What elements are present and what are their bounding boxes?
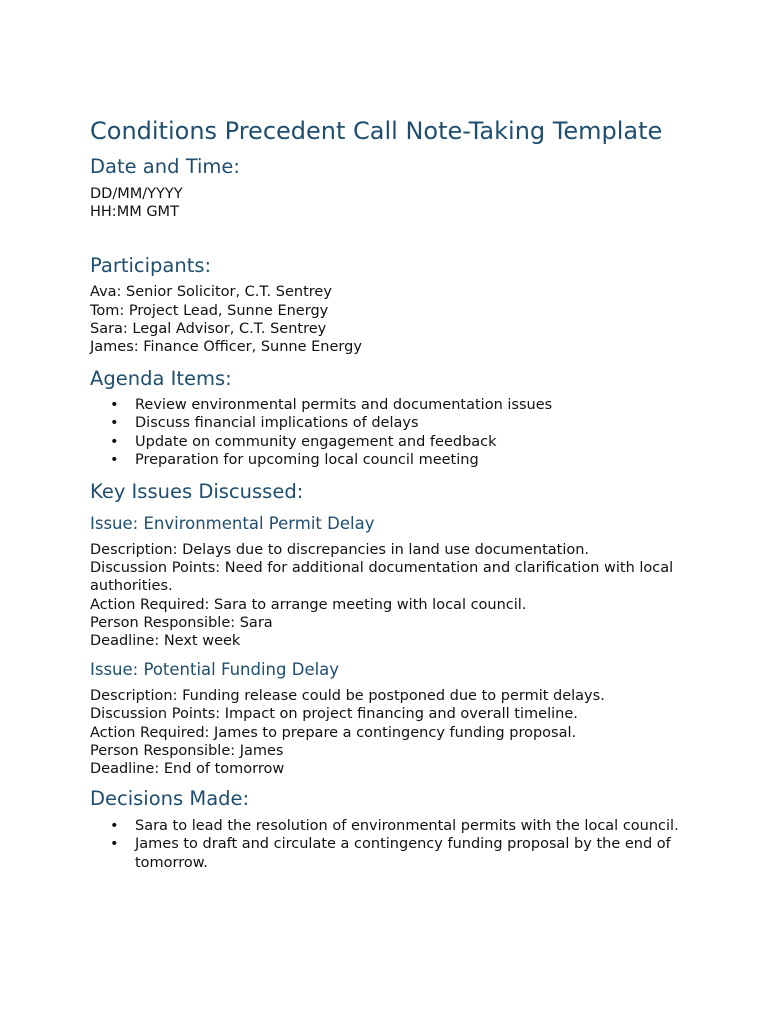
issue-action: Action Required: Sara to arrange meeting with local council. [90, 596, 527, 613]
time-value: HH:MM GMT [90, 204, 179, 221]
agenda-heading: Agenda Items: [90, 367, 232, 391]
decision-item-text: Sara to lead the resolution of environmental permits with the local council. [135, 818, 679, 835]
issue-discussion: Discussion Points: Impact on project financing and overall timeline. [90, 706, 578, 723]
bullet-icon: • [110, 397, 119, 414]
issue-description: Description: Delays due to discrepancies in land use documentation. [90, 542, 590, 559]
issue-details [90, 541, 690, 650]
agenda-item [90, 433, 690, 451]
document-body [90, 116, 690, 872]
participant: James: Finance Officer, Sunne Energy [90, 339, 362, 356]
participants-heading: Participants: [90, 254, 212, 278]
bullet-icon: • [110, 818, 119, 835]
agenda-item-text: Discuss financial implications of delays [135, 415, 419, 432]
date-time-block [90, 185, 690, 221]
agenda-item-text: Review environmental permits and documentation issues [135, 397, 553, 414]
decisions-heading: Decisions Made: [90, 787, 250, 811]
issue-title: Issue: Environmental Permit Delay [90, 514, 375, 534]
bullet-icon: • [110, 836, 119, 853]
issue-deadline: Deadline: Next week [90, 633, 241, 650]
issue-action: Action Required: James to prepare a contingency funding proposal. [90, 724, 577, 741]
issue-details [90, 687, 690, 778]
date-time-heading: Date and Time: [90, 155, 240, 178]
issue-person: Person Responsible: Sara [90, 614, 273, 631]
participant: Ava: Senior Solicitor, C.T. Sentrey [90, 284, 332, 301]
document-title: Conditions Precedent Call Note-Taking Template [90, 117, 663, 145]
date-value: DD/MM/YYYY [90, 186, 183, 202]
issue-deadline: Deadline: End of tomorrow [90, 761, 285, 778]
decisions-list [90, 817, 690, 872]
decision-item [90, 817, 690, 835]
agenda-item [90, 396, 690, 414]
agenda-item-text: Update on community engagement and feedback [135, 433, 497, 450]
participants-list [90, 283, 690, 356]
key-issues-heading: Key Issues Discussed: [90, 480, 304, 504]
agenda-list [90, 396, 690, 469]
decision-item-text: James to draft and circulate a contingency funding proposal by the end of tomorrow. [135, 836, 671, 871]
issue-discussion: Discussion Points: Need for additional documentation and clarification with local authorities. [90, 560, 674, 595]
agenda-item [90, 451, 690, 469]
participant: Tom: Project Lead, Sunne Energy [90, 302, 329, 319]
decision-item [90, 835, 690, 871]
bullet-icon: • [110, 433, 119, 450]
issue-person: Person Responsible: James [90, 742, 284, 759]
issue-title: Issue: Potential Funding Delay [90, 660, 340, 680]
agenda-item-text: Preparation for upcoming local council meeting [135, 451, 479, 468]
issue-description: Description: Funding release could be postponed due to permit delays. [90, 688, 605, 705]
participant: Sara: Legal Advisor, C.T. Sentrey [90, 320, 327, 337]
bullet-icon: • [110, 415, 119, 432]
agenda-item [90, 414, 690, 432]
bullet-icon: • [110, 451, 119, 468]
